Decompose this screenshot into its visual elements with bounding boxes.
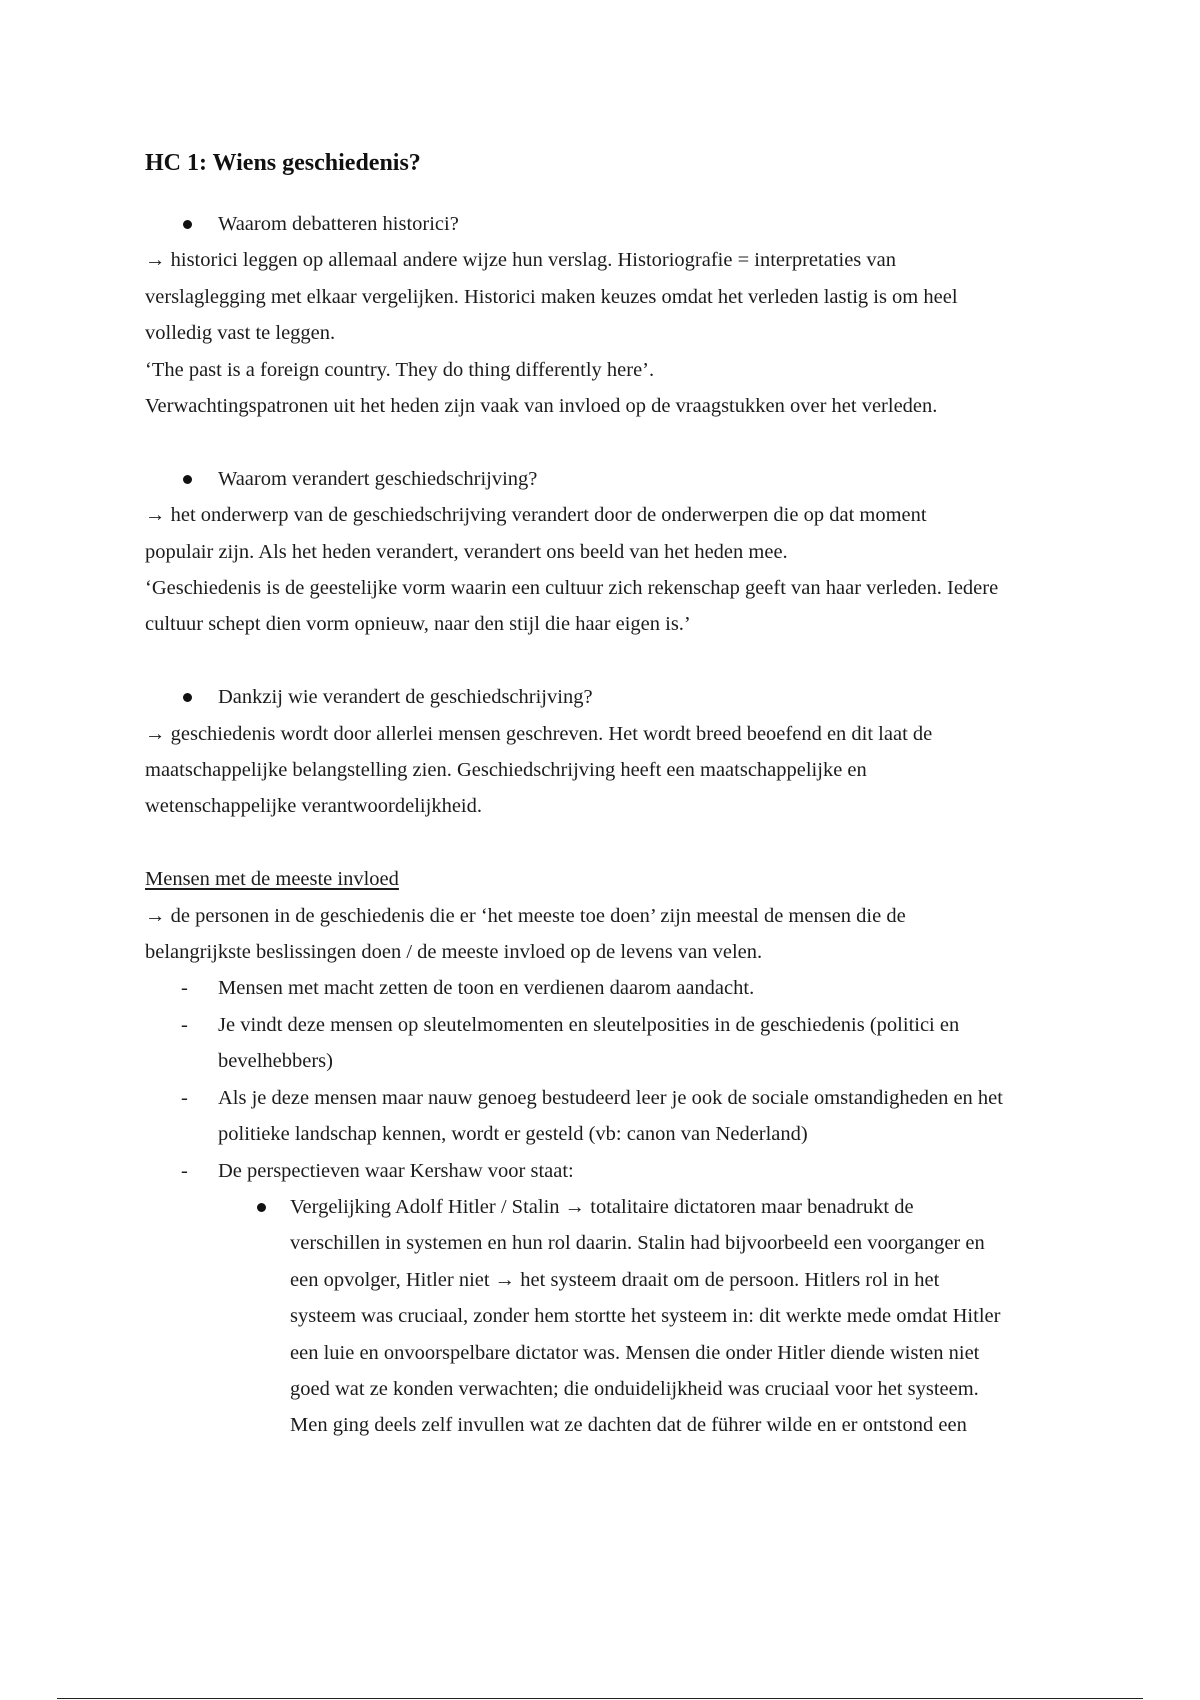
quote-line: cultuur schept dien vorm opnieuw, naar den stijl die haar eigen is.’ [145, 613, 691, 636]
dash-icon: - [181, 1013, 188, 1036]
bullet-dot-icon [183, 475, 192, 484]
question-text: Waarom verandert geschiedschrijving? [218, 467, 538, 490]
quote-line: ‘Geschiedenis is de geestelijke vorm waarin een cultuur zich rekenschap geeft van haar verleden. Iedere [145, 577, 999, 600]
dash-list-item-continuation: bevelhebbers) [218, 1050, 333, 1073]
paragraph-line: verslaglegging met elkaar vergelijken. Historici maken keuzes omdat het verleden lastig is om heel [145, 285, 958, 308]
document-page [145, 148, 1090, 1444]
dash-list-item [145, 1153, 1090, 1189]
paragraph-line: wetenschappelijke verantwoordelijkheid. [145, 795, 482, 818]
paragraph-line: → het onderwerp van de geschiedschrijving verandert door de onderwerpen die op dat moment [145, 504, 927, 527]
dash-icon: - [181, 1159, 188, 1182]
spacer [145, 825, 1090, 861]
list-item-text: Je vindt deze mensen op sleutelmomenten en sleutelposities in de geschiedenis (politici en [218, 1013, 960, 1036]
sub-bullet-continuation: een opvolger, Hitler niet → het systeem draait om de persoon. Hitlers rol in het [290, 1268, 940, 1291]
question-text: Waarom debatteren historici? [218, 213, 459, 235]
paragraph-line: → historici leggen op allemaal andere wijze hun verslag. Historiografie = interpretaties van [145, 249, 897, 272]
quote-line: ‘The past is a foreign country. They do thing differently here’. [145, 358, 655, 381]
list-item-text: Als je deze mensen maar nauw genoeg bestudeerd leer je ook de sociale omstandigheden en het [218, 1086, 1003, 1109]
question-text: Dankzij wie verandert de geschiedschrijving? [218, 686, 593, 709]
sub-bullet-continuation: goed wat ze konden verwachten; die onduidelijkheid was cruciaal voor het systeem. [290, 1377, 979, 1400]
sub-bullet-continuation: systeem was cruciaal, zonder hem stortte het systeem in: dit werkte mede omdat Hitler [290, 1305, 1001, 1328]
dash-list-item-continuation: politieke landschap kennen, wordt er gesteld (vb: canon van Nederland) [218, 1123, 808, 1146]
paragraph-line: volledig vast te leggen. [145, 322, 336, 345]
dash-icon: - [181, 1086, 188, 1109]
paragraph-line: → geschiedenis wordt door allerlei mensen geschreven. Het wordt breed beoefend en dit laat de [145, 722, 933, 745]
list-item-text: Mensen met macht zetten de toon en verdienen daarom aandacht. [218, 977, 755, 1000]
bullet-question-1 [145, 206, 1090, 242]
page-title: HC 1: Wiens geschiedenis? [145, 150, 421, 176]
paragraph-line: maatschappelijke belangstelling zien. Geschiedschrijving heeft een maatschappelijke en [145, 759, 867, 782]
page-bottom-rule [57, 1698, 1143, 1699]
dash-list-item [145, 1007, 1090, 1043]
bullet-question-3 [145, 679, 1090, 715]
bullet-dot-icon [183, 693, 192, 702]
sub-bullet-continuation: Men ging deels zelf invullen wat ze dachten dat de führer wilde en er ontstond een [290, 1414, 967, 1437]
section-heading: Mensen met de meeste invloed [145, 868, 399, 891]
paragraph-line: → de personen in de geschiedenis die er ‘het meeste toe doen’ zijn meestal de mensen die de [145, 904, 906, 927]
sub-bullet-item [145, 1189, 1090, 1225]
bullet-dot-icon [183, 220, 192, 229]
bullet-dot-icon [257, 1203, 266, 1212]
bullet-question-2 [145, 461, 1090, 497]
spacer [145, 424, 1090, 460]
paragraph-line: belangrijkste beslissingen doen / de meeste invloed op de levens van velen. [145, 941, 763, 964]
sub-bullet-continuation: verschillen in systemen en hun rol daarin. Stalin had bijvoorbeeld een voorganger en [290, 1232, 985, 1255]
dash-list-item [145, 1080, 1090, 1116]
sub-bullet-continuation: een luie en onvoorspelbare dictator was. Mensen die onder Hitler diende wisten niet [290, 1341, 980, 1364]
spacer [145, 643, 1090, 679]
sub-bullet-text: Vergelijking Adolf Hitler / Stalin → totalitaire dictatoren maar benadrukt de [290, 1195, 914, 1218]
paragraph-line: Verwachtingspatronen uit het heden zijn vaak van invloed op de vraagstukken over het verleden. [145, 395, 938, 418]
dash-icon: - [181, 977, 188, 1000]
list-item-text: De perspectieven waar Kershaw voor staat: [218, 1159, 574, 1182]
dash-list-item [145, 970, 1090, 1006]
paragraph-line: populair zijn. Als het heden verandert, verandert ons beeld van het heden mee. [145, 540, 788, 563]
